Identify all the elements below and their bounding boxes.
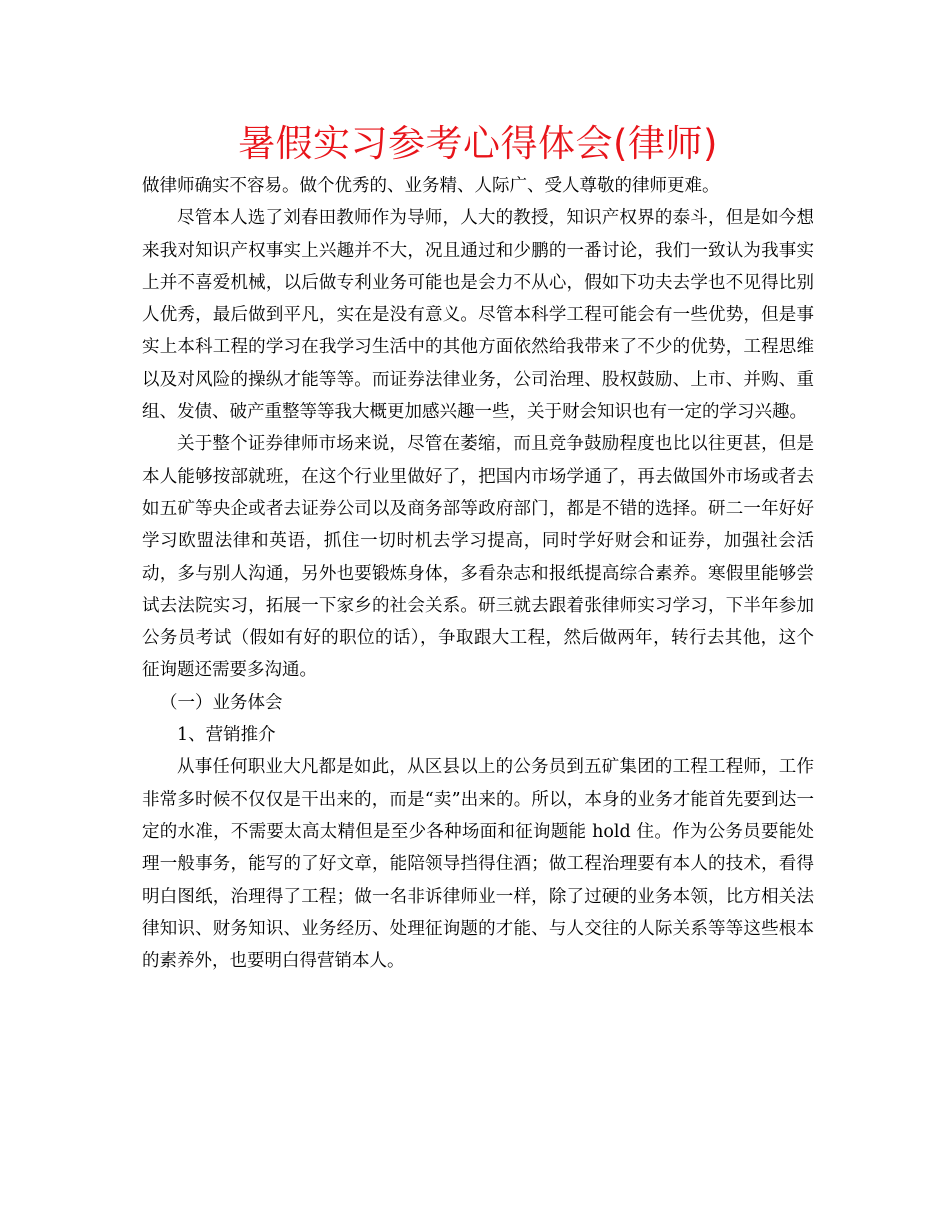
body-paragraph-1: 尽管本人选了刘春田教师作为导师，人大的教授，知识产权界的泰斗，但是如今想来我对知识产权事实上兴趣并不大，况且通过和少鹏的一番讨论，我们一致认为我事实上并不喜爱机械，以后做专利业务可能也是会力不从心，假如下功夫去学也不见得比别人优秀，最后做到平凡，实在是没有意义。尽管本科学工程可能会有一些优势，但是事实上本科工程的学习在我学习生活中的其他方面依然给我带来了不少的优势，工程思维以及对风险的操纵才能等等。而证券法律业务，公司治理、股权鼓励、上市、并购、重组、发债、破产重整等等我大概更加感兴趣一些，关于财会知识也有一定的学习兴趣。 [142, 208, 814, 423]
section-heading: （一）业务体会 [160, 692, 283, 713]
document-page [142, 118, 814, 977]
intro-line: 做律师确实不容易。做个优秀的、业务精、人际广、受人尊敬的律师更难。 [142, 176, 720, 196]
document-title: 暑假实习参考心得体会(律师) [238, 122, 718, 165]
subsection-heading: 1、营销推介 [177, 725, 276, 746]
body-paragraph-3: 从事任何职业大凡都是如此，从区县以上的公务员到五矿集团的工程工程师，工作非常多时候不仅仅是干出来的，而是“卖”出来的。所以，本身的业务才能首先要到达一定的水准，不需要太高太精但是至少各种场面和征询题能 hold 住。作为公务员要能处理一般事务，能写的了好文章，能陪领导挡得住酒；做工程治理要有本人的技术，看得明白图纸，治理得了工程；做一名非诉律师业一样，除了过硬的业务本领，比方相关法律知识、财务知识、业务经历、处理征询题的才能、与人交往的人际关系等等这些根本的素养外，也要明白得营销本人。 [142, 757, 814, 972]
body-paragraph-2: 关于整个证券律师市场来说，尽管在萎缩，而且竞争鼓励程度也比以往更甚，但是本人能够按部就班，在这个行业里做好了，把国内市场学通了，再去做国外市场或者去如五矿等央企或者去证券公司以及商务部等政府部门，都是不错的选择。研二一年好好学习欧盟法律和英语，抓住一切时机去学习提高，同时学好财会和证券，加强社会活动，多与别人沟通，另外也要锻炼身体，多看杂志和报纸提高综合素养。寒假里能够尝试去法院实习，拓展一下家乡的社会关系。研三就去跟着张律师实习学习，下半年参加公务员考试（假如有好的职位的话），争取跟大工程，然后做两年，转行去其他，这个征询题还需要多沟通。 [142, 434, 814, 681]
